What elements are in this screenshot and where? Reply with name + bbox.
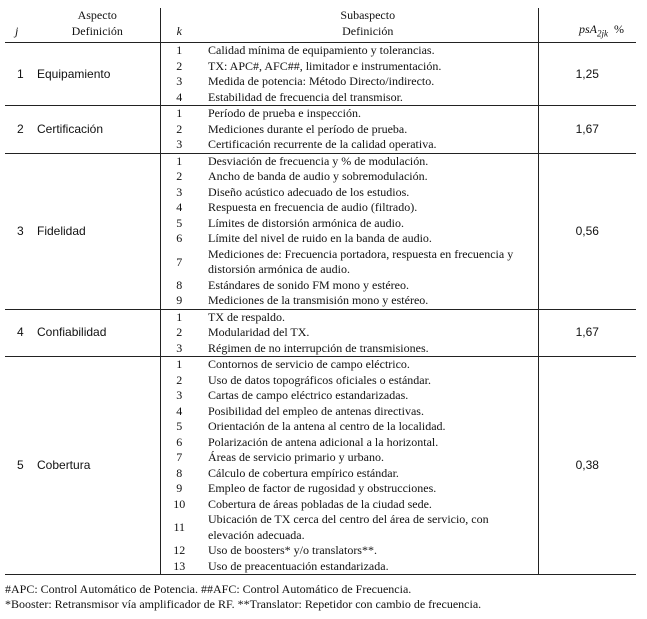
subaspect-definition: Mediciones de: Frecuencia portadora, respuesta en frecuencia y distorsión armónica de audio. [208,246,514,277]
aspect-index: 4 [5,309,35,357]
aspect-name: Certificación [35,106,160,154]
subaspect-index: 6 [160,231,198,247]
subaspect-definition: Contornos de servicio de campo eléctrico. [198,357,538,373]
subaspect-index: 3 [160,388,198,404]
subaspect-index: 11 [160,512,198,543]
subaspect-definition: TX: APC#, AFC##, limitador e instrumentación. [208,58,442,73]
subaspect-definition: Ubicación de TX cerca del centro del área de servicio, con elevación adecuada. [208,512,489,542]
header-j: j [15,24,19,39]
header-aspecto-definicion: Definición [71,24,123,39]
table-row [5,153,636,169]
header-subaspecto-definicion: Definición [342,24,394,39]
subaspect-index: 8 [160,278,198,294]
footnotes [5,582,636,612]
psa-value: 1,25 [538,43,636,106]
table-header [5,8,636,43]
aspect-index: 1 [17,66,24,81]
subaspect-definition: Calidad mínima de equipamiento y tolerancias. [208,43,435,58]
subaspect-index: 2 [160,169,198,185]
psa-value: 0,56 [538,153,636,309]
table-row [5,43,636,59]
psa-value: 0,38 [538,357,636,575]
subaspect-definition: Desviación de frecuencia y % de modulación. [198,153,538,169]
header-percent: % [614,22,624,36]
subaspect-index: 7 [160,247,198,278]
subaspect-definition: Límite del nivel de ruido en la banda de audio. [208,231,432,246]
subaspect-index: 2 [160,122,198,138]
subaspect-index: 1 [160,357,198,373]
subaspect-index: 4 [160,404,198,420]
subaspect-definition: Diseño acústico adecuado de los estudios. [208,184,410,199]
subaspect-definition: Cálculo de cobertura empírico estándar. [208,465,399,480]
subaspect-index: 5 [160,419,198,435]
subaspect-definition: Régimen de no interrupción de transmisiones. [208,340,429,355]
header-psa [538,22,636,43]
subaspect-definition: Cobertura de áreas pobladas de la ciudad sede. [208,496,432,511]
subaspect-index: 2 [160,373,198,389]
psa-value: 1,67 [538,106,636,154]
subaspect-definition: Uso de boosters* y/o translators**. [208,543,377,558]
section-certificación [5,106,636,154]
subaspect-definition: Empleo de factor de rugosidad y obstrucciones. [208,481,437,496]
section-fidelidad [5,153,636,309]
subaspect-index: 13 [160,559,198,575]
subaspect-index: 2 [160,59,198,75]
subaspect-index: 3 [160,74,198,90]
subaspect-index: 1 [160,106,198,122]
aspect-name: Confiabilidad [35,309,160,357]
header-subaspecto: Subaspecto [340,8,396,22]
header-psa-symbol: psA$_{2jk}$ [579,22,608,39]
subaspect-definition: Posibilidad del empleo de antenas directivas. [208,403,424,418]
subaspect-index: 6 [160,435,198,451]
subaspect-index: 9 [160,293,198,309]
subaspect-index: 9 [160,481,198,497]
aspect-name: Cobertura [35,357,160,575]
subaspect-definition: Estándares de sonido FM mono y estéreo. [208,277,409,292]
subaspect-index: 8 [160,466,198,482]
header-aspecto: Aspecto [77,8,117,22]
subaspect-index: 5 [160,216,198,232]
subaspect-definition: Polarización de antena adicional a la horizontal. [208,434,439,449]
subaspect-definition: Modularidad del TX. [208,325,310,340]
subaspect-definition: Mediciones durante el período de prueba. [208,121,408,136]
subaspect-index: 10 [160,497,198,513]
aspect-index: 2 [5,106,35,154]
subaspect-index: 7 [160,450,198,466]
subaspect-definition: Límites de distorsión armónica de audio. [208,215,404,230]
subaspect-definition: Orientación de la antena al centro de la localidad. [208,419,446,434]
subaspect-definition: Respuesta en frecuencia de audio (filtrado). [208,200,418,215]
aspect-name: Fidelidad [35,153,160,309]
subaspect-definition: TX de respaldo. [198,309,538,325]
aspect-name: Equipamiento [37,66,111,81]
subaspect-definition: Medida de potencia: Método Directo/indirecto. [208,74,435,89]
subaspect-index: 2 [160,325,198,341]
psa-value: 1,67 [538,309,636,357]
subaspect-definition: Áreas de servicio primario y urbano. [208,450,384,465]
subaspect-definition: Uso de preacentuación estandarizada. [198,559,538,575]
subaspect-definition: Estabilidad de frecuencia del transmisor. [208,89,403,104]
header-k: k [160,22,198,43]
subaspect-index: 3 [160,137,198,153]
subaspect-index: 1 [160,153,198,169]
section-equipamiento [5,43,636,106]
aspect-index: 5 [5,357,35,575]
subaspect-index: 1 [160,43,198,59]
subaspect-definition: Período de prueba e inspección. [198,106,538,122]
footnote: *Booster: Retransmisor vía amplificador de RF. **Translator: Repetidor con cambio de frecuencia. [5,597,482,611]
subaspect-definition: Certificación recurrente de la calidad operativa. [208,137,437,152]
subaspect-index: 4 [160,90,198,106]
section-confiabilidad [5,309,636,357]
footnote: #APC: Control Automático de Potencia. ##AFC: Control Automático de Frecuencia. [5,582,412,596]
aspect-index: 3 [5,153,35,309]
subaspect-definition: Uso de datos topográficos oficiales o estándar. [208,372,431,387]
subaspect-index: 12 [160,543,198,559]
subaspects-table [5,8,636,575]
subaspect-definition: Mediciones de la transmisión mono y estéreo. [208,293,429,308]
section-cobertura [5,357,636,575]
subaspect-index: 3 [160,185,198,201]
table-row [5,309,636,325]
subaspect-definition: Cartas de campo eléctrico estandarizadas. [208,388,409,403]
table-row [5,357,636,373]
subaspect-definition: Ancho de banda de audio y sobremodulación. [208,169,428,184]
subaspect-index: 1 [160,309,198,325]
table-row [5,106,636,122]
subaspect-index: 4 [160,200,198,216]
subaspect-index: 3 [160,341,198,357]
